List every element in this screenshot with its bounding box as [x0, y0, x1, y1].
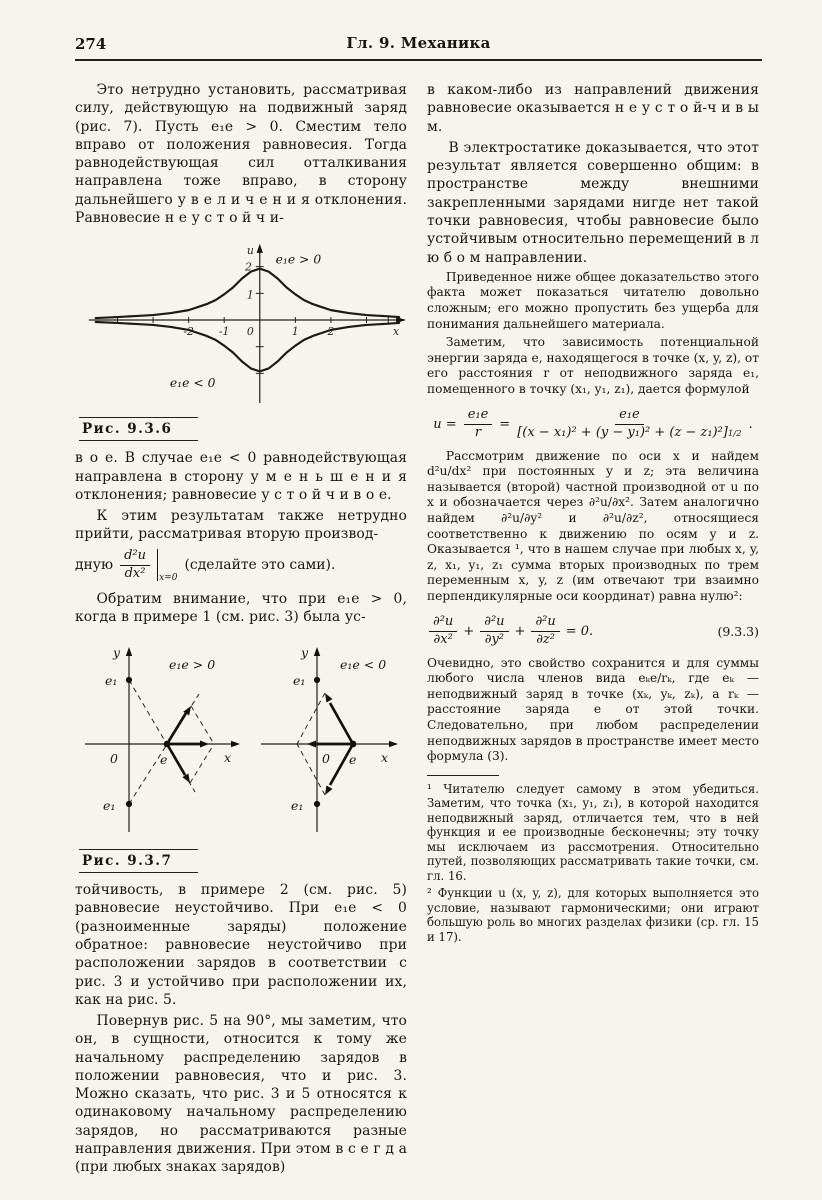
axes	[261, 647, 398, 832]
evaluation-bar: x=0	[157, 549, 178, 581]
left-column	[75, 81, 407, 1180]
x-tick-1: 1	[291, 325, 299, 339]
fraction-distance-form: $\frac{\text{e₁e}}{\text{[(x − x₁)² + (y − y₁)² + (z − z₁)²]1/2}}$	[517, 406, 742, 440]
figure-9-3-7-caption: Рис. 9.3.7	[79, 849, 198, 873]
x-axis-label: x	[392, 325, 400, 339]
equation-body: $\frac{\text{∂²u}}{\text{∂x²}}$ + $\frac{\text{∂²u}}{\text{∂y²}}$ + $\frac{\text{∂²u}}{\text{∂z²}}$ = 0.	[429, 615, 593, 648]
derivative-prefix: дную	[75, 557, 114, 574]
charge-e1-top-label: e₁	[105, 673, 118, 689]
small-print-paragraph: Рассмотрим движение по оси x и найдем d²u/dx² при постоянных y и z; эта величина называется (второй) частной производной от u по x и обозначается через ∂²u/∂x². Затем аналогично найдем ∂²u/∂y² и ∂²u/∂z², относящиеся соответственно к движению по осям y и z. Оказывается ¹, что в нашем случае при любых x, y, z, x₁, y₁, z₁ сумма вторых производных по трем переменным x, y, z (им отвечают три взаимно перпендикулярные оси координат) равна нулю²:	[427, 448, 759, 604]
charge-e1-bottom-label: e₁	[103, 798, 116, 814]
curve-negative-label: e₁e < 0	[169, 376, 216, 391]
small-print-paragraph: Заметим, что зависимость потенциальной энергии заряда e, находящегося в точке (x, y, z), от его расстояния r от неподвижного заряда e₁, помещенного в точку (x₁, y₁, z₁), дается формулой	[427, 335, 759, 397]
charge-e1-bottom-label: e₁	[291, 798, 304, 814]
header-rule	[75, 59, 762, 61]
footnote-separator-rule	[427, 775, 499, 776]
diagram-attraction	[255, 636, 405, 841]
relation-label: e₁e > 0	[169, 657, 216, 673]
y-axis-label: y	[301, 645, 309, 661]
fraction-e1e-over-r: $\frac{\text{e₁e}}{r}$	[464, 408, 493, 441]
paragraph: Это нетрудно установить, рассматривая силу, действующую на подвижный заряд (рис. 7). Пусть e₁e > 0. Сместим тело вправо от положения равновесия. Тогда равнодействующая сил отталкивания направлена тоже вправо, в сторону дальнейшего у в е л и ч е н и я отклонения. Равновесие н е у с т о й ч и-	[75, 82, 407, 226]
y-axis-label: y	[113, 645, 121, 661]
relation-label: e₁e < 0	[340, 657, 387, 673]
x-tick-2: 2	[327, 325, 335, 339]
x-tick-minus1: -1	[218, 325, 230, 339]
equation-rhs: = 0.	[565, 623, 594, 639]
charge-e1-top-label: e₁	[293, 673, 306, 689]
charge-e-label: e	[160, 752, 168, 768]
derivative-fraction: $\frac{\text{d²u}}{\text{dx²}}$	[120, 549, 150, 582]
formula-9-3-3	[427, 615, 759, 648]
paragraph-continuation: в каком-либо из направлений движения равновесие оказывается н е у с т о й-ч и в ы м.	[427, 82, 759, 135]
figure-9-3-7	[75, 636, 407, 875]
paragraph-continuation: тойчивость, в примере 2 (см. рис. 5) равновесие неустойчиво. При e₁e < 0 (разноименные заряды) положение обратное: равновесие неустойчиво при расположении зарядов в соответствии с рис. 3 и устойчиво при расположении их, как на рис. 5.	[75, 882, 407, 1008]
origin-label: 0	[110, 751, 118, 767]
formula-potential-energy	[427, 408, 759, 441]
chapter-title: Гл. 9. Механика	[346, 34, 491, 52]
curve-positive-label: e₁e > 0	[275, 252, 322, 267]
formula-end-punctuation: .	[748, 416, 753, 432]
footnote-1: ¹ Читателю следует самому в этом убедиться. Заметим, что точка (x₁, y₁, z₁), в которой находится неподвижный заряд, отличается тем, что в ней функция и ее производные бесконечны; эту точку мы исключаем из рассмотрения. Относительно путей, позволяющих рассматривать такие точки, см. гл. 16.	[427, 781, 759, 883]
paragraph: Повернув рис. 5 на 90°, мы заметим, что он, в сущности, относится к тому же начальному распределению зарядов в положении равновесия, что и рис. 3. Можно сказать, что рис. 3 и 5 относятся к одинаковому начальному распределению зарядов, но рассматриваются разные направления движения. При этом в с е г д а (при любых знаках зарядов)	[75, 1013, 407, 1176]
small-print-paragraph: Приведенное ниже общее доказательство этого факта может показаться читателю довольно сложным; его можно пропустить без ущерба для понимания дальнейшего материала.	[427, 269, 759, 331]
paragraph-continuation: в о е. В случае e₁e < 0 равнодействующая направлена в сторону у м е н ь ш е н и я отклонения; равновесие у с т о й ч и в о е.	[75, 450, 407, 503]
two-column-layout	[75, 81, 762, 1180]
inline-derivative-expression	[75, 549, 407, 582]
diagram-repulsion	[77, 636, 247, 841]
x-tick-minus2: -2	[183, 325, 194, 339]
page-number: 274	[75, 35, 107, 53]
force-vectors	[307, 693, 353, 795]
paragraph: Обратим внимание, что при e₁e > 0, когда в примере 1 (см. рис. 3) была ус-	[75, 590, 407, 625]
formula-lhs: u =	[433, 416, 457, 432]
origin-label: 0	[322, 751, 330, 767]
equals-sign: =	[499, 416, 511, 432]
y-tick-1: 1	[246, 288, 254, 302]
figure-9-3-6	[75, 237, 407, 443]
derivative-suffix: (сделайте это сами).	[184, 557, 336, 574]
charges	[126, 677, 170, 807]
x-axis-label: x	[381, 750, 389, 766]
x-tick-0: 0	[246, 325, 254, 339]
force-vectors	[167, 706, 209, 783]
figure-9-3-6-caption: Рис. 9.3.6	[79, 417, 198, 441]
charges	[314, 677, 357, 807]
figure-9-3-6-plot	[75, 237, 407, 405]
equation-number: (9.3.3)	[717, 623, 759, 639]
y-axis-label: u	[246, 244, 254, 258]
figure-9-3-7-diagrams	[77, 636, 407, 841]
footnote-2: ² Функции u (x, y, z), для которых выполняется это условие, называют гармоническими; они играют большую роль во многих разделах физики (ср. гл. 15 и 17).	[427, 886, 759, 944]
paragraph: В электростатике доказывается, что этот результат является совершенно общим: в пространстве между внешними закрепленными зарядами нигде нет такой точки равновесия, чтобы равновесие было устойчивым относительно перемещений в л ю б о м направлении.	[427, 139, 759, 266]
plus-sign: +	[463, 623, 475, 639]
paragraph: К этим результатам также нетрудно прийти, рассматривая вторую производ-	[75, 508, 407, 543]
right-column	[427, 81, 759, 1180]
small-print-paragraph: Очевидно, это свойство сохранится и для суммы любого числа членов вида eₖe/rₖ, где eₖ — неподвижный заряд в точке (xₖ, yₖ, zₖ), а rₖ — расстояние заряда e от этой точки. Следовательно, при любом распределении неподвижных зарядов в пространстве имеет место формула (3).	[427, 655, 759, 764]
x-axis-label: x	[224, 750, 232, 766]
charge-e-label: e	[349, 752, 357, 768]
plus-sign: +	[514, 623, 526, 639]
page-header	[75, 34, 762, 54]
y-tick-2: 2	[244, 260, 252, 274]
